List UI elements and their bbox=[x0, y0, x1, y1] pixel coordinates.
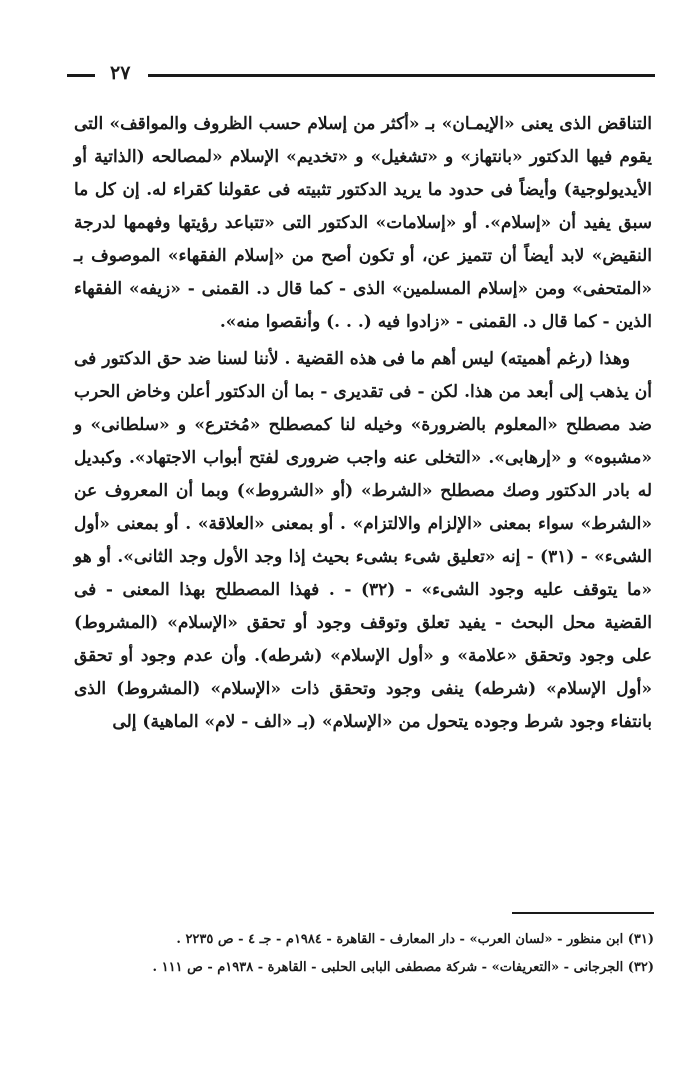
paragraph-2: وهذا (رغم أهميته) ليس أهم ما فى هذه القضية . لأننا لسنا ضد حق الدكتور فى أن يذهب إلى أبعد من هذا. لكن - فى تقديرى - بما أن الدكتور أعلن وخاض الحرب ضد مصطلح «المعلوم بالضرورة» وخيله لنا كمصطلح «مُخترع» و «سلطانى» و «مشبوه» و «إرهابى». «التخلى عنه واجب ضرورى لفتح أبواب الاجتهاد». وكبديل له بادر الدكتور وصك مصطلح «الشرط» (أو «الشروط») وبما أن المعروف عن «الشرط» سواء بمعنى «الإلزام والالتزام» . أو بمعنى «العلاقة» . أو بمعنى «أول الشىء» - (٣١) - إنه «تعليق شىء بشىء بحيث إذا وجد الأول وجد الثانى». أو هو «ما يتوقف عليه وجود الشىء» - (٣٢) - . فهذا المصطلح بهذا المعنى - فى القضية محل البحث - يفيد تعلق وتوقف وجود أو تحقق «الإسلام» (المشروط) على وجود وتحقق «علامة» و «أول الإسلام» (شرطه). وأن عدم وجود أو تحقق «أول الإسلام» (شرطه) ينفى وجود وتحقق ذات «الإسلام» (المشروط) الذى بانتفاء وجود شرط وجوده يتحول من «الإسلام» (بـ «الف - لام» الماهية) إلى bbox=[74, 349, 652, 732]
footnote-separator bbox=[512, 912, 654, 914]
header-rule bbox=[148, 74, 655, 77]
footnote-31: (٣١) ابن منظور - «لسان العرب» - دار المعارف - القاهرة - ١٩٨٤م - جـ ٤ - ص ٢٢٣٥ . bbox=[176, 932, 654, 947]
footnotes bbox=[150, 926, 654, 982]
header-rule-left bbox=[67, 74, 95, 77]
paragraph-1: التناقض الذى يعنى «الإيمـان» بـ «أكثر من إسلام حسب الظروف والمواقف» التى يقوم فيها الدكتور «بانتهاز» و «تشغيل» و «تخديم» الإسلام «لمصالحه (الذاتية أو الأيديولوجية) وأيضاً فى حدود ما يريد الدكتور تثبيته فى عقولنا كقراء له. إن كل ما سبق يفيد أن «إسلام». أو «إسلامات» الدكتور التى «تتباعد رؤيتها وفهمها لدرجة النقيض» لابد أيضاً أن تتميز عن، أو تكون أصح من «إسلام الفقهاء» الموصوف بـ «المتحفى» ومن «إسلام المسلمين» الذى - كما قال د. القمنى - «زيفه» الفقهاء الذين - كما قال د. القمنى - «زادوا فيه (. . .) وأنقصوا منه». bbox=[74, 114, 652, 332]
main-text bbox=[74, 108, 652, 739]
page-header bbox=[70, 60, 655, 90]
footnote-32: (٣٢) الجرجانى - «التعريفات» - شركة مصطفى البابى الحلبى - القاهرة - ١٩٣٨م - ص ١١١ . bbox=[152, 960, 654, 975]
page-number: ٢٧ bbox=[110, 62, 131, 84]
